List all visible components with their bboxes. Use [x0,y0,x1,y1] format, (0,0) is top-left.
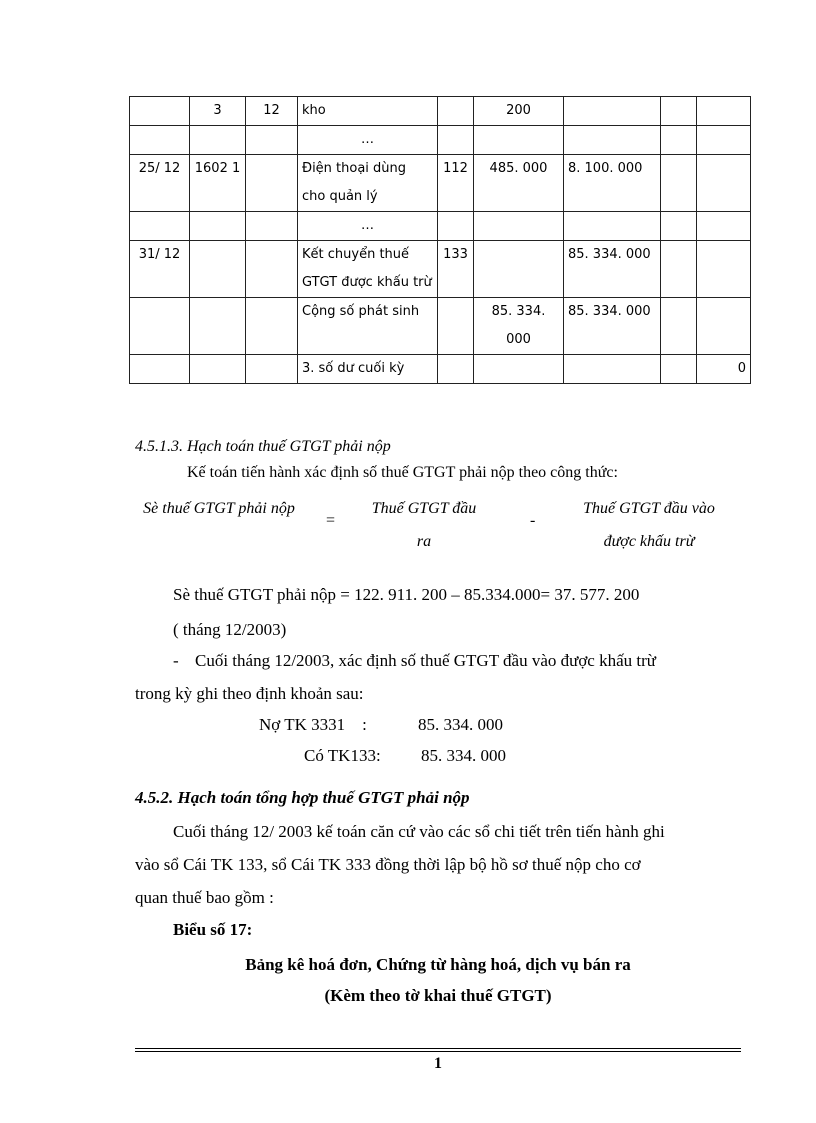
table-cell [474,126,564,155]
table-cell [190,298,246,355]
table-cell [661,355,697,384]
footer-rule-bottom [135,1051,741,1052]
table-cell [697,241,751,298]
table-cell [474,355,564,384]
paragraph-line: trong kỳ ghi theo định khoản sau: [135,684,364,703]
ledger-table [129,96,751,384]
table-cell: 200 [474,97,564,126]
table-cell: 85. 334. 000 [564,298,661,355]
table-cell [246,212,298,241]
table-cell [438,212,474,241]
table-row [130,212,751,241]
calc-month: ( tháng 12/2003) [173,620,287,639]
table-row [130,155,751,212]
table-cell [697,97,751,126]
table-cell [438,298,474,355]
paragraph-line: vào sổ Cái TK 133, sổ Cái TK 333 đồng thời lập bộ hồ sơ thuế nộp cho cơ [135,855,641,874]
table-cell [190,126,246,155]
table-cell: 1602 1 [190,155,246,212]
bullet-dash: - [173,651,179,670]
table-cell [130,298,190,355]
table-cell: Điện thoại dùng cho quản lý [298,155,438,212]
table-cell [130,97,190,126]
table-cell: kho [298,97,438,126]
table-cell: … [298,126,438,155]
table-cell [661,212,697,241]
table-cell [190,212,246,241]
table-cell: 85. 334. 000 [474,298,564,355]
table-cell: 112 [438,155,474,212]
table-cell [564,126,661,155]
table-cell: 485. 000 [474,155,564,212]
table-cell [438,355,474,384]
table-cell [661,126,697,155]
entry-credit-label: Có TK133: [304,746,381,765]
formula-minus: - [530,512,536,529]
section-heading-4513: 4.5.1.3. Hạch toán thuế GTGT phải nộp [135,438,391,455]
table-cell [130,126,190,155]
page-number: 1 [434,1055,442,1072]
paragraph-line: Cuối tháng 12/ 2003 kế toán căn cứ vào các sổ chi tiết trên tiến hành ghi [173,822,665,841]
table-row [130,298,751,355]
table-cell [246,126,298,155]
table-cell [661,298,697,355]
form-subtitle: (Kèm theo tờ khai thuế GTGT) [324,986,552,1005]
table-cell: 3. số dư cuối kỳ [298,355,438,384]
table-cell [246,241,298,298]
table-cell [246,155,298,212]
table-cell: 85. 334. 000 [564,241,661,298]
table-cell: 8. 100. 000 [564,155,661,212]
table-cell [564,97,661,126]
table-cell: 31/ 12 [130,241,190,298]
table-cell: 3 [190,97,246,126]
entry-credit-value: 85. 334. 000 [421,746,506,765]
table-cell: 12 [246,97,298,126]
entry-debit-label: Nợ TK 3331 : [259,715,367,734]
section-heading-452: 4.5.2. Hạch toán tổng hợp thuế GTGT phải nộp [135,788,470,807]
table-cell [438,126,474,155]
table-cell [474,212,564,241]
footer-rule-top [135,1048,741,1049]
table-cell [564,355,661,384]
formula-term-output: Thuế GTGT đầu ra [371,500,477,550]
table-row [130,126,751,155]
calc-line: Sè thuế GTGT phải nộp = 122. 911. 200 – 85.334.000= 37. 577. 200 [173,585,640,604]
paragraph-line: quan thuế bao gồm : [135,888,274,907]
formula-intro: Kế toán tiến hành xác định số thuế GTGT phải nộp theo công thức: [187,464,618,481]
table-cell [246,355,298,384]
table-cell [697,298,751,355]
entry-debit-value: 85. 334. 000 [418,715,503,734]
table-cell [190,355,246,384]
paragraph-line: Cuối tháng 12/2003, xác định số thuế GTGT đầu vào được khấu trừ [195,651,657,670]
form-label: Biểu số 17: [173,920,253,939]
table-cell [697,155,751,212]
form-title: Bảng kê hoá đơn, Chứng từ hàng hoá, dịch vụ bán ra [245,955,631,974]
table-cell [697,212,751,241]
table-cell [697,126,751,155]
table-cell: 133 [438,241,474,298]
table-cell [661,155,697,212]
table-cell [130,355,190,384]
table-cell [564,212,661,241]
table-cell: … [298,212,438,241]
table-cell: Kết chuyển thuế GTGT được khấu trừ [298,241,438,298]
table-row [130,97,751,126]
table-row [130,241,751,298]
formula-equals: = [326,512,336,529]
table-cell: 0 [697,355,751,384]
table-cell [130,212,190,241]
table-cell [246,298,298,355]
table-cell [661,97,697,126]
table-cell: 25/ 12 [130,155,190,212]
table-cell [661,241,697,298]
table-cell [474,241,564,298]
formula-lhs: Sè thuế GTGT phải nộp [143,500,295,517]
table-row [130,355,751,384]
table-cell: Cộng số phát sinh [298,298,438,355]
formula-term-input: Thuế GTGT đầu vào được khấu trừ [583,500,715,550]
table-cell [190,241,246,298]
table-cell [438,97,474,126]
